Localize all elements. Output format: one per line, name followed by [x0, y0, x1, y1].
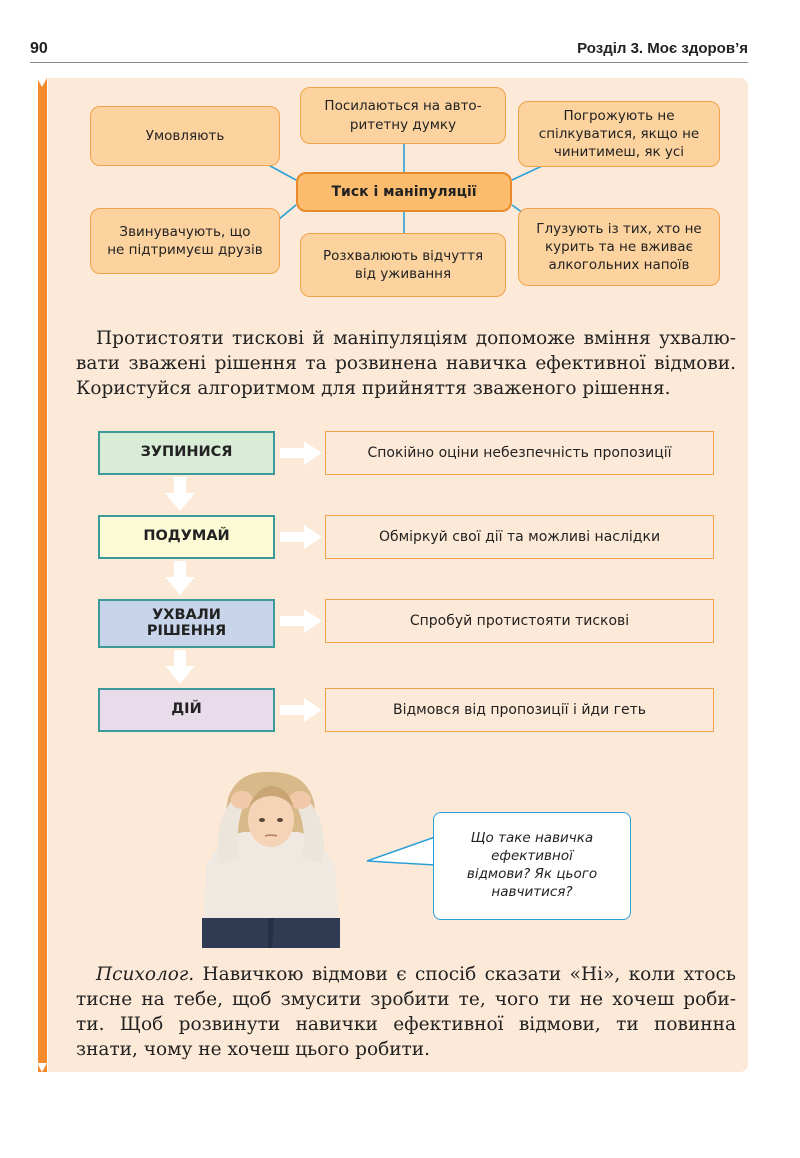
closing-paragraph — [76, 962, 736, 1062]
page-number: 90 — [30, 40, 48, 57]
closing-line-1-text: Навичкою відмови є спосіб сказати «Ні», коли хтось — [194, 964, 736, 985]
pressure-box-threaten: Погрожують не спілкуватися, якщо не чинитимеш, як усі — [518, 101, 720, 167]
pressure-box-authority: Посилаються на авто- ритетну думку — [300, 87, 506, 144]
down-arrow-icon — [165, 650, 195, 684]
step-stop-description: Спокійно оціни небезпечність пропозиції — [325, 431, 714, 475]
step-act-label: ДІЙ — [171, 701, 202, 718]
step-act-description: Відмовся від пропозиції і йди геть — [325, 688, 714, 732]
right-arrow-icon — [280, 525, 322, 549]
pressure-box-persuade: Умовляють — [90, 106, 280, 166]
intro-line-2: вати зважені рішення та розвинена навичка ефективної відмови. — [76, 353, 736, 374]
intro-line-3: Користуйся алгоритмом для прийняття зваженого рішення. — [76, 378, 671, 399]
pressure-box-mock: Глузують із тих, хто не курить та не вживає алкогольних напоїв — [518, 208, 720, 286]
right-arrow-icon — [280, 698, 322, 722]
step-decide-label: УХВАЛИ РІШЕННЯ — [146, 606, 227, 639]
worried-girl-illustration — [198, 768, 344, 948]
closing-line-3: ти. Щоб розвинути навички ефективної відмови, ти повинна — [76, 1014, 736, 1035]
speech-bubble: Що таке навичка ефективної відмови? Як цього навчитися? — [433, 812, 631, 920]
intro-line-1: Протистояти тискові й маніпуляціям допоможе вміння ухвалю- — [96, 328, 736, 349]
pressure-box-praise: Розхвалюють відчуття від уживання — [300, 233, 506, 297]
pressure-box-blame: Звинувачують, що не підтримуєш друзів — [90, 208, 280, 274]
step-stop — [98, 431, 275, 475]
step-think-description: Обміркуй свої дії та можливі наслідки — [325, 515, 714, 559]
intro-paragraph — [76, 326, 736, 401]
right-arrow-icon — [280, 609, 322, 633]
step-decide-description: Спробуй протистояти тискові — [325, 599, 714, 643]
triangle-marker-bottom-icon — [37, 1063, 47, 1072]
closing-line-4: знати, чому не хочеш цього робити. — [76, 1039, 431, 1060]
section-title: Розділ 3. Моє здоров’я — [577, 40, 748, 57]
step-stop-label: ЗУПИНИСЯ — [140, 444, 233, 461]
step-think-label: ПОДУМАЙ — [143, 528, 230, 545]
step-think — [98, 515, 275, 559]
step-decide — [98, 599, 275, 648]
speaker-label: Психолог. — [96, 964, 195, 985]
mindmap-center: Тиск і маніпуляції — [296, 172, 512, 212]
step-act — [98, 688, 275, 732]
right-arrow-icon — [280, 441, 322, 465]
closing-line-2: тисне на тебе, щоб змусити зробити те, чого ти не хочеш роби- — [76, 989, 736, 1010]
down-arrow-icon — [165, 477, 195, 511]
closing-line-1 — [76, 962, 736, 987]
down-arrow-icon — [165, 561, 195, 595]
